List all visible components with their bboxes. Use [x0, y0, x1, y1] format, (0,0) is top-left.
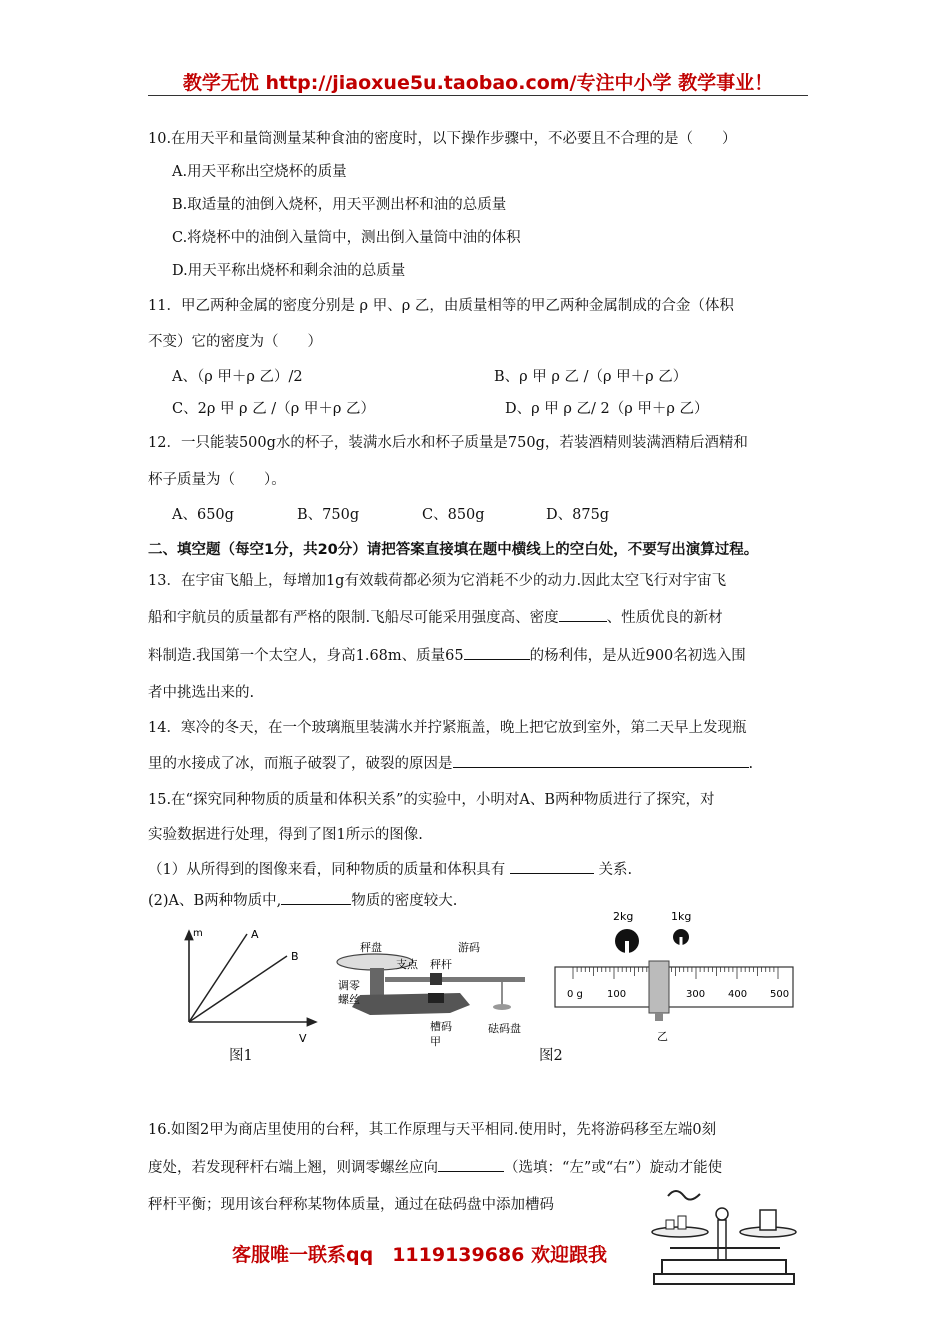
q15-sub1-text-a: （1）从所得到的图像来看，同种物质的质量和体积具有: [148, 862, 506, 878]
q15-blank-2[interactable]: [281, 890, 351, 905]
balance-base: [662, 1260, 786, 1274]
label-1kg: 1kg: [671, 910, 692, 923]
q14-line2: [148, 752, 753, 773]
fig1-xlabel: V: [299, 1032, 307, 1045]
hand-sketch: [668, 1191, 700, 1200]
q13-line2-text-b: 、性质优良的新材: [606, 610, 723, 626]
q12-option-d: D、875g: [546, 507, 610, 523]
q14-line1: 14．寒冷的冬天，在一个玻璃瓶里装满水并拧紧瓶盖，晚上把它放到室外，第二天早上发现瓶: [148, 720, 747, 736]
q15-line2: 实验数据进行处理，得到了图1所示的图像.: [148, 827, 423, 843]
q13-line3-text-a: 料制造.我国第一个太空人，身高1.68m、质量65: [148, 648, 464, 664]
label-yi: 乙: [657, 1030, 668, 1043]
q13-line2-text-a: 船和宇航员的质量都有严格的限制.飞船尽可能采用强度高、密度: [148, 610, 559, 626]
q13-line2: [148, 606, 723, 627]
slot-weight-shape: [428, 993, 444, 1003]
figure-1-graph: [175, 922, 325, 1047]
q16-blank[interactable]: [438, 1157, 504, 1172]
q11-option-a: A、（ρ 甲＋ρ 乙）/2: [172, 369, 303, 385]
q12-line2: 杯子质量为（ ）。: [148, 472, 286, 488]
q16-line3: 秤杆平衡；现用该台秤称某物体质量，通过在砝码盘中添加槽码: [148, 1197, 554, 1213]
q15-sub2: [148, 889, 457, 910]
object-block: [760, 1210, 776, 1230]
q15-line1: 15.在“探究同种物质的质量和体积关系”的实验中，小明对A、B两种物质进行了探究，对: [148, 792, 715, 808]
scale-rider-block: [430, 973, 442, 985]
q15-sub1: [148, 858, 632, 879]
q15-sub2-text-b: 物质的密度较大.: [351, 893, 458, 909]
scale-post: [370, 968, 384, 998]
q11-option-c: C、2ρ 甲 ρ 乙 /（ρ 甲＋ρ 乙）: [172, 401, 375, 417]
q15-blank-1[interactable]: [510, 859, 594, 874]
label-zero-screw-1: 调零: [338, 979, 360, 992]
fig2-caption: 图2: [539, 1048, 563, 1064]
label-slot-weight-1: 槽码: [430, 1020, 452, 1033]
q11-option-d: D、ρ 甲 ρ 乙/ 2（ρ 甲＋ρ 乙）: [505, 401, 709, 417]
balance-pillar: [718, 1220, 726, 1260]
fig1-line-a: [189, 934, 247, 1022]
q13-blank-1[interactable]: [559, 607, 607, 622]
q13-line4: 者中挑选出来的.: [148, 685, 255, 701]
q14-blank[interactable]: [453, 753, 749, 768]
q11-line2: 不变）它的密度为（ ）: [148, 334, 322, 350]
header-banner: 教学无忧 http://jiaoxue5u.taobao.com/专注中小学 教学事业！: [182, 72, 774, 94]
label-2kg: 2kg: [613, 910, 634, 923]
tick-label-500: 500: [770, 989, 790, 1000]
q11-line1: 11．甲乙两种金属的密度分别是 ρ 甲、ρ 乙，由质量相等的甲乙两种金属制成的合金（体积: [148, 298, 734, 314]
q13-blank-2[interactable]: [464, 645, 530, 660]
q14-line2-text-a: 里的水接成了冰，而瓶子破裂了，破裂的原因是: [148, 756, 453, 772]
q12-option-a: A、650g: [172, 507, 234, 523]
footer-contact: 客服唯一联系qq 1119139686 欢迎跟我: [232, 1244, 608, 1266]
label-rider: 游码: [458, 941, 480, 954]
figure-2a-scale: [330, 935, 540, 1047]
figure-2b-ruler: [545, 905, 800, 1045]
q16-line1: 16.如图2甲为商店里使用的台秤，其工作原理与天平相同.使用时，先将游码移至左端0刻: [148, 1122, 717, 1138]
scale-beam-bar: [385, 977, 525, 982]
fig1-line-b: [189, 956, 287, 1022]
q10-option-c: C.将烧杯中的油倒入量筒中，测出倒入量筒中油的体积: [172, 230, 521, 246]
tick-label-0: 0 g: [567, 989, 583, 1000]
fig1-ylabel: m: [193, 928, 203, 939]
fig1-caption: 图1: [229, 1048, 253, 1064]
q13-line3: [148, 644, 746, 665]
q16-line2: [148, 1156, 722, 1177]
label-scale-pan: 秤盘: [360, 941, 382, 954]
section2-title: 二、填空题（每空1分，共20分）请把答案直接填在题中横线上的空白处，不要写出演算过程。: [148, 542, 759, 558]
label-beam: 秤杆: [430, 958, 452, 971]
fig1-label-b: B: [291, 950, 299, 963]
q11-option-b: B、ρ 甲 ρ 乙 /（ρ 甲＋ρ 乙）: [494, 369, 688, 385]
q15-sub2-text-a: (2)A、B两种物质中,: [148, 893, 282, 909]
q12-option-b: B、750g: [297, 507, 360, 523]
tick-label-100: 100: [607, 989, 627, 1000]
header-divider: [148, 95, 808, 96]
q10-option-b: B.取适量的油倒入烧杯，用天平测出杯和油的总质量: [172, 197, 507, 213]
label-slot-weight-2: 甲: [430, 1035, 441, 1047]
q13-line1: 13．在宇宙飞船上，每增加1g有效载荷都必须为它消耗不少的动力.因此太空飞行对宇宙飞: [148, 573, 727, 589]
q16-line2-text-a: 度处，若发现秤杆右端上翘，则调零螺丝应向: [148, 1160, 438, 1176]
rider-slider: [649, 961, 669, 1013]
q12-line1: 12．一只能装500g水的杯子，装满水后水和杯子质量是750g，若装酒精则装满酒精后酒精和: [148, 435, 748, 451]
weight-pan-shape: [493, 1004, 511, 1010]
balance-illustration: [630, 1180, 810, 1300]
fig1-label-a: A: [251, 928, 259, 941]
tick-label-300: 300: [686, 989, 706, 1000]
q10-option-a: A.用天平称出空烧杯的质量: [172, 164, 347, 180]
label-weight-pan: 砝码盘: [488, 1022, 521, 1035]
q12-option-c: C、850g: [422, 507, 485, 523]
tick-label-400: 400: [728, 989, 748, 1000]
q10-option-d: D.用天平称出烧杯和剩余油的总质量: [172, 263, 406, 279]
q13-line3-text-b: 的杨利伟，是从近900名初选入围: [529, 648, 746, 664]
label-zero-screw-2: 螺丝: [338, 993, 360, 1006]
q15-sub1-text-b: 关系.: [598, 862, 633, 878]
label-pivot: 支点: [396, 958, 418, 971]
q14-line2-text-b: .: [748, 756, 754, 772]
q10-stem: 10.在用天平和量筒测量某种食油的密度时，以下操作步骤中，不必要且不合理的是（ ）: [148, 131, 737, 147]
scale-base: [352, 993, 470, 1015]
q16-line2-text-b: （选填：“左”或“右”）旋动才能使: [504, 1160, 723, 1176]
